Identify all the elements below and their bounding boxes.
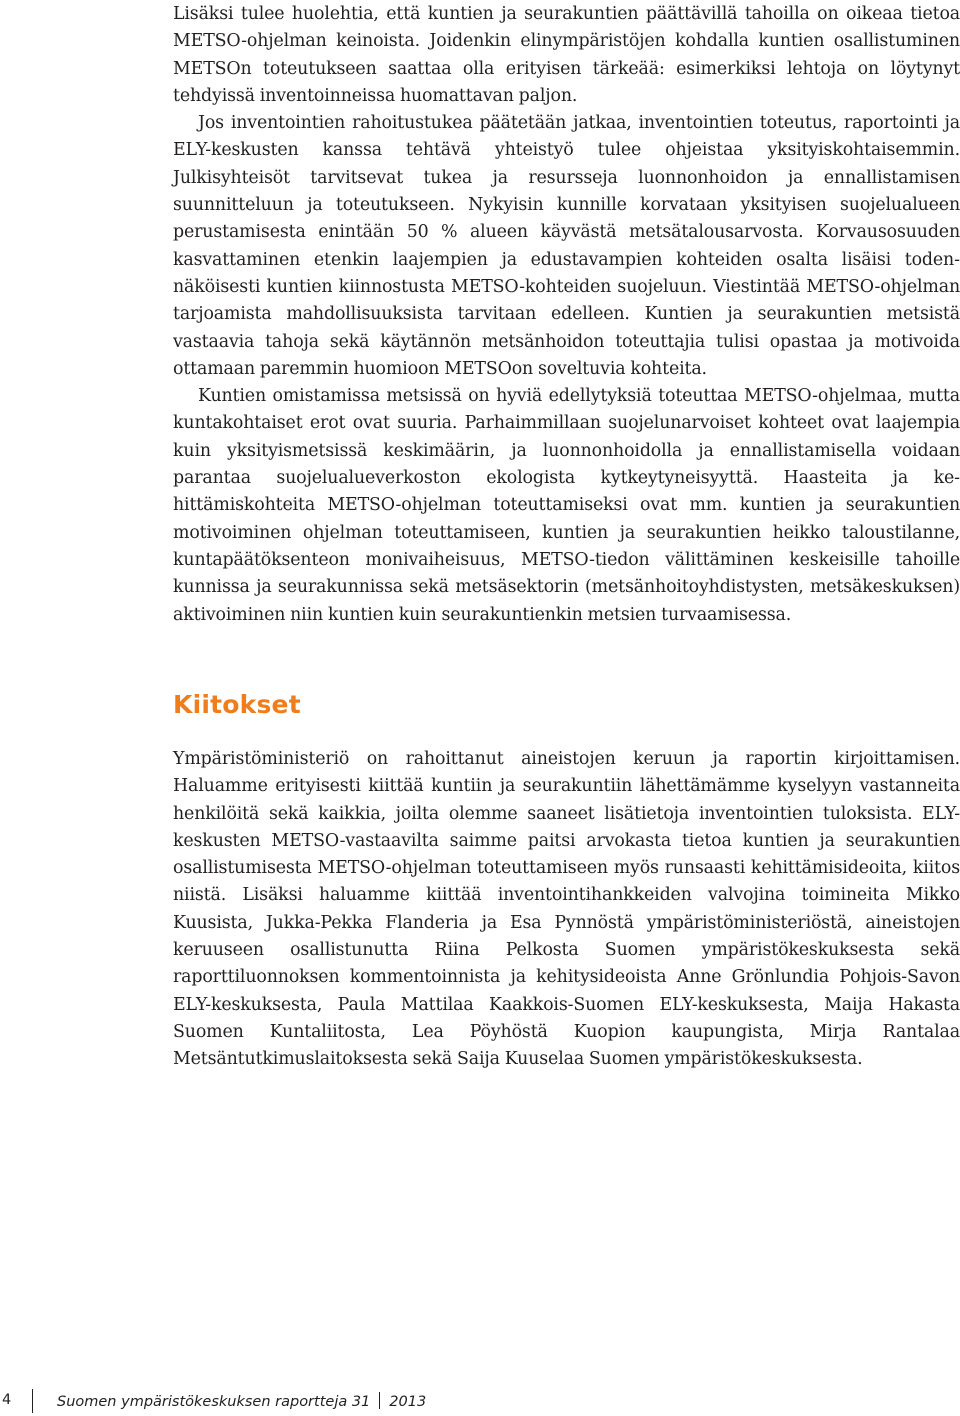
footer-divider xyxy=(32,1389,33,1413)
paragraph: Lisäksi tulee huolehtia, että kuntien ja seurakuntien päättävillä tahoilla on oikeaa tietoa METSO-ohjelman keinoista. Joidenkin elinympäristöjen kohdalla kuntien osallistuminen METSOn toteutukseen saattaa olla erityisen tärkeää: esimerkiksi lehtoja on löytynyt tehdyissä inventoinneissa huomattavan paljon. xyxy=(173,4,960,106)
acknowledgements-section xyxy=(173,746,960,1074)
footer-series xyxy=(57,1392,426,1410)
footer-separator xyxy=(379,1392,380,1409)
acknowledgements-paragraph: Ympäristöministeriö on rahoittanut aineistojen keruun ja raportin kirjoittamisen. Haluamme erityisesti kiittää kuntiin ja seurakuntiin lähettämämme kyselyyn vastanneita henkilöitä sekä kaikkia, joilta olemme saaneet lisätietoja inventointien tuloksista. ELY-keskusten METSO-vastaavilta saimme paitsi arvokasta tietoa kuntien ja seurakuntien osallistumisesta METSO-ohjelman toteuttamiseen myös runsaasti kehittämisideoita, kiitos niistä. Lisäksi haluamme kiittää inventointihankkeiden valvojina toimineita Mikko Kuusista, Jukka-Pekka Flanderia ja Esa Pynnöstä ympäristöministeriöstä, aineistojen keruuseen osallistunutta Riina Pelkosta Suomen ympäristökeskuksesta sekä raporttiluonnoksen kommentoinnista ja kehitysideoista Anne Grönlundia Pohjois-Savon ELY-keskuksesta, Paula Mattilaa Kaakkois-Suomen ELY-keskuksesta, Maija Hakasta Suomen Kuntaliitosta, Lea Pöyhöstä Kuopion kaupungista, Mirja Rantalaa Metsäntutkimuslaitoksesta sekä Saija Kuuselaa Suomen ympäristökeskuksesta. xyxy=(173,749,960,1070)
page-number: 4 xyxy=(2,1392,12,1408)
publication-year: 2013 xyxy=(389,1394,427,1410)
main-text xyxy=(173,0,960,629)
section-heading: Kiitokset xyxy=(173,690,301,719)
paragraph: Kuntien omistamissa metsissä on hyviä edellytyksiä toteuttaa METSO-ohjelmaa, mutta kuntakohtaiset erot ovat suuria. Parhaimmillaan suojelunarvoiset kohteet ovat laajempia kuin yksityismetsissä keskimäärin, ja luonnonhoidolla ja ennallistamisella voidaan parantaa suojelualueverkoston ekologista kytkeytyneisyyttä. Haasteita ja kehittämiskohteita METSO-ohjelman toteuttamiseksi ovat mm. kuntien ja seurakuntien motivoiminen ohjelman toteuttamiseen, kuntien ja seurakuntien heikko taloustilanne, kuntapäätöksenteon monivaiheisuus, METSO-tiedon välittäminen keskeisille tahoille kunnissa ja seurakunnissa sekä metsäsektorin (metsänhoitoyhdistysten, metsäkeskuksen) aktivoiminen niin kuntien kuin seurakuntienkin metsien turvaamisessa. xyxy=(173,386,960,625)
series-title: Suomen ympäristökeskuksen raportteja 31 xyxy=(57,1394,371,1410)
page-footer xyxy=(0,1392,960,1416)
paragraph: Jos inventointien rahoitustukea päätetään jatkaa, inventointien toteutus, raportointi ja ELY-keskusten kanssa tehtävä yhteistyö tulee ohjeistaa yksityiskohtaisemmin. Julkisyhteisöt tarvitsevat tukea ja resursseja luonnonhoidon ja ennallistamisen suunnitteluun ja toteutukseen. Nykyisin kunnille korvataan yksityisen suojelualueen perustamisesta enintään 50 % alueen käyvästä metsätalousarvosta. Korvausosuuden kasvattaminen etenkin laajempien ja edustavampien kohteiden osalta lisäisi todennäköisesti kuntien kiinnostusta METSO-kohteiden suojeluun. Viestintää METSO-ohjelman tarjoamista mahdollisuuksista tarvitaan edelleen. Kuntien ja seurakuntien metsistä vastaavia tahoja sekä käytännön metsänhoidon toteuttajia tulisi opastaa ja motivoida ottamaan paremmin huomioon METSOon soveltuvia kohteita. xyxy=(173,113,960,379)
